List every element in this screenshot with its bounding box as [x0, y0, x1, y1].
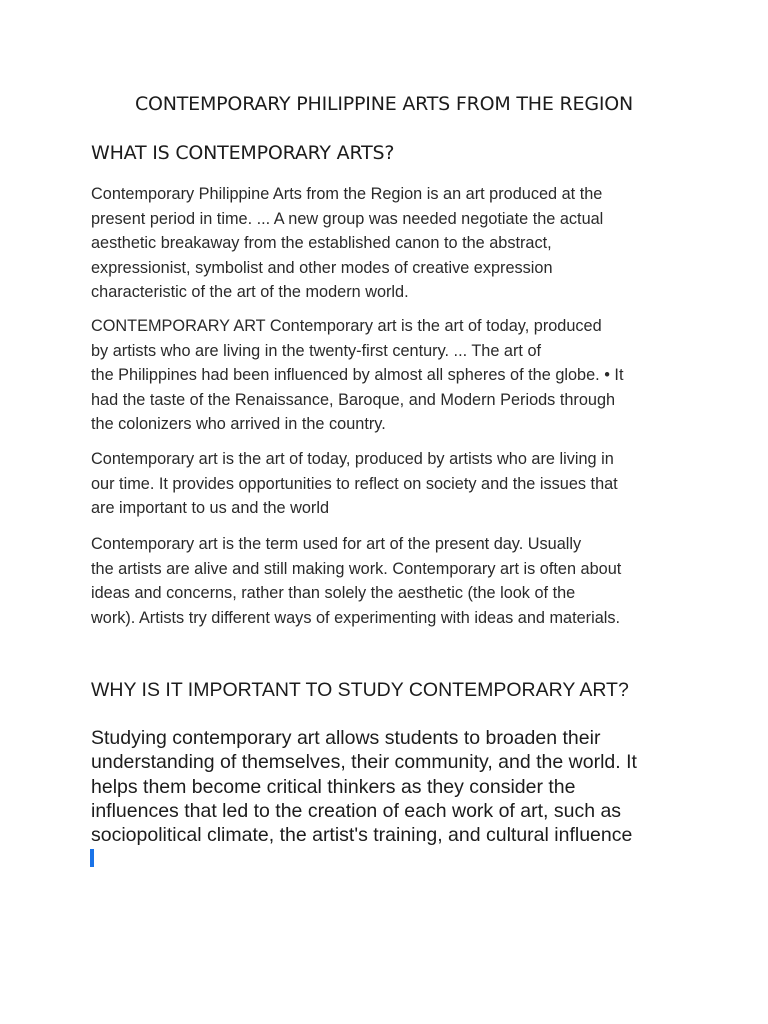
paragraph-line: Contemporary Philippine Arts from the Region is an art produced at the [91, 185, 603, 203]
paragraph-line: characteristic of the art of the modern world. [91, 283, 409, 301]
paragraph-line: Contemporary art is the term used for art of the present day. Usually [91, 535, 582, 553]
paragraph-1 [91, 182, 691, 305]
section-heading-what-is: WHAT IS CONTEMPORARY ARTS? [91, 142, 395, 164]
paragraph-line: had the taste of the Renaissance, Baroque, and Modern Periods through [91, 390, 616, 409]
paragraph-line: CONTEMPORARY ART Contemporary art is the art of today, produced [91, 317, 602, 335]
paragraph-4 [91, 532, 691, 630]
document-title: CONTEMPORARY PHILIPPINE ARTS FROM THE REGION [134, 93, 634, 115]
paragraph-line: are important to us and the world [91, 499, 330, 517]
paragraph-line: work). Artists try different ways of experimenting with ideas and materials. [91, 608, 621, 627]
paragraph-line: ideas and concerns, rather than solely the aesthetic (the look of the [91, 584, 576, 602]
body-line: influences that led to the creation of each work of art, such as [91, 799, 622, 822]
body-line: understanding of themselves, their community, and the world. It [91, 751, 637, 774]
paragraph-line: the Philippines had been influenced by almost all spheres of the globe. • It [91, 366, 624, 384]
section-heading-why-study: WHY IS IT IMPORTANT TO STUDY CONTEMPORARY ART? [91, 679, 629, 701]
paragraph-line: Contemporary art is the art of today, produced by artists who are living in [91, 450, 614, 468]
section2-body [91, 726, 711, 847]
paragraph-line: the artists are alive and still making work. Contemporary art is often about [91, 559, 622, 578]
paragraph-line: aesthetic breakaway from the established canon to the abstract, [91, 234, 552, 252]
body-line: Studying contemporary art allows students to broaden their [91, 727, 601, 749]
text-cursor[interactable] [90, 849, 94, 867]
paragraph-line: the colonizers who arrived in the country. [91, 415, 386, 433]
body-line: helps them become critical thinkers as they consider the [91, 775, 576, 798]
paragraph-line: expressionist, symbolist and other modes of creative expression [91, 258, 553, 277]
body-line: sociopolitical climate, the artist's training, and cultural influence [91, 824, 633, 847]
paragraph-3 [91, 447, 691, 521]
paragraph-line: present period in time. ... A new group was needed negotiate the actual [91, 209, 604, 228]
paragraph-line: by artists who are living in the twenty-first century. ... The art of [91, 341, 542, 360]
paragraph-2 [91, 314, 691, 437]
paragraph-line: our time. It provides opportunities to reflect on society and the issues that [91, 474, 618, 493]
